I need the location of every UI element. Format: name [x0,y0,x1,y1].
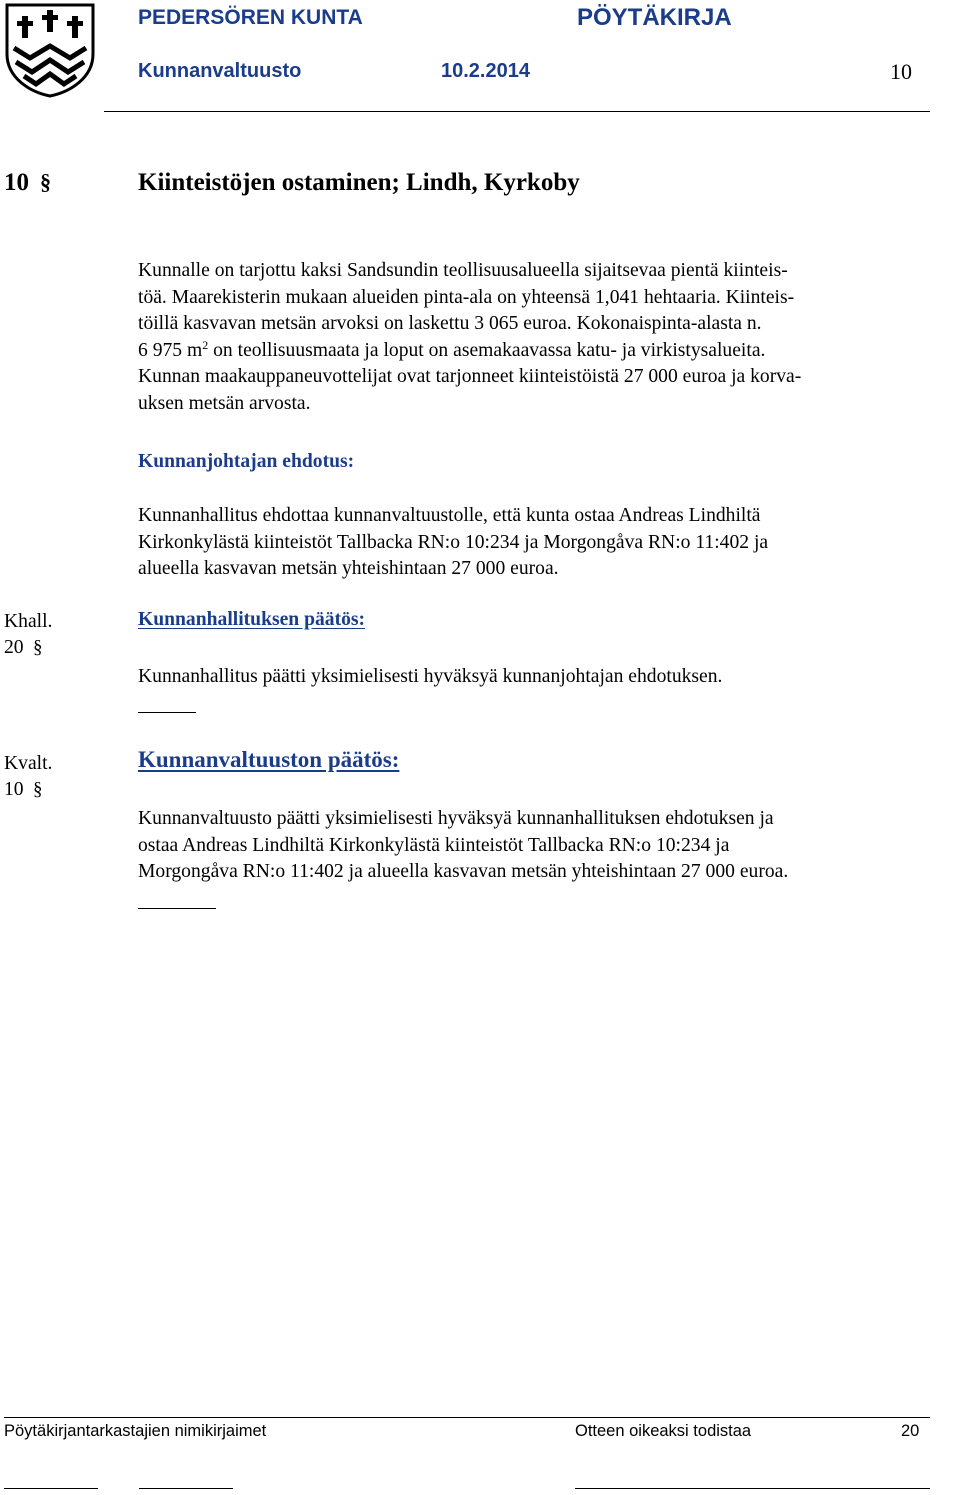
footer-rule [4,1417,930,1418]
svg-text:§: § [32,637,43,657]
certification-line [575,1488,930,1489]
svg-text:§: § [40,170,51,194]
header-rule [104,111,930,112]
board-margin-number: 20 § [4,637,43,658]
section-sign-icon [39,170,53,194]
footer-signatures-label: Pöytäkirjantarkastajien nimikirjaimet [4,1422,267,1440]
intro-area-line: 6 975 $m^2$ on teollisuusmaata ja loput on asemakaavassa katu- ja virkistysalueita. [138,337,766,361]
section-sign-icon [32,637,44,657]
council-line: Morgongåva RN:o 11:402 ja alueella kasvavan metsän yhteishintaan 27 000 euroa. [138,861,789,882]
header-page-number: 10 [890,59,912,84]
footer-page-number: 20 [901,1422,920,1440]
board-paragraph [138,664,928,691]
board-end-rule [138,712,196,713]
proposal-line: alueella kasvavan metsän yhteishintaan 27 000 euroa. [138,558,559,579]
intro-line: uksen metsän arvosta. [138,392,311,414]
footer-certified-label: Otteen oikeaksi todistaa [575,1422,752,1440]
council-line: Kunnanvaltuusto päätti yksimielisesti hyväksyä kunnanhallituksen ehdotuksen ja [138,808,774,829]
proposal-line: Kunnanhallitus ehdottaa kunnanvaltuustolle, että kunta ostaa Andreas Lindhiltä [138,505,761,526]
proposal-heading: Kunnanjohtajan ehdotus: [138,451,355,472]
council-end-rule [138,908,216,909]
intro-line: töillä kasvavan metsän arvoksi on laskettu 3 065 euroa. Kokonaispinta-alasta n. [138,313,762,334]
municipality-name: PEDERSÖREN KUNTA [138,6,363,29]
board-heading: Kunnanhallituksen päätös: [138,609,366,630]
council-margin-number: 10 § [4,779,43,800]
section-number: 10 § [4,169,51,196]
meeting-date: 10.2.2014 [441,60,530,82]
svg-text:§: § [32,779,43,799]
council-line: ostaa Andreas Lindhiltä Kirkonkylästä kiinteistöt Tallbacka RN:o 10:234 ja [138,834,730,856]
signature-line-1 [4,1488,98,1489]
council-paragraph [138,806,928,886]
proposal-line: Kirkonkylästä kiinteistöt Tallbacka RN:o 10:234 ja Morgongåva RN:o 11:402 ja [138,531,769,553]
document-type: PÖYTÄKIRJA [577,4,732,31]
intro-line: töä. Maarekisterin mukaan alueiden pinta-ala on yhteensä 1,041 hehtaaria. Kiinteis- [138,286,795,308]
section-sign-icon [32,779,44,799]
intro-paragraph [138,258,928,417]
signature-line-2 [139,1488,233,1489]
board-margin-label: Khall. [4,611,53,632]
municipality-crest-icon [4,2,96,98]
board-decision-text: Kunnanhallitus päätti yksimielisesti hyväksyä kunnanjohtajan ehdotuksen. [138,666,723,687]
council-margin-label: Kvalt. [4,753,53,774]
section-title: Kiinteistöjen ostaminen; Lindh, Kyrkoby [138,169,580,196]
intro-line: Kunnan maakauppaneuvottelijat ovat tarjonneet kiinteistöistä 27 000 euroa ja korva- [138,366,802,387]
proposal-paragraph [138,503,928,583]
governing-body: Kunnanvaltuusto [138,60,302,82]
council-heading: Kunnanvaltuuston päätös: [138,747,400,772]
intro-line: Kunnalle on tarjottu kaksi Sandsundin teollisuusalueella sijaitsevaa pientä kiinteis- [138,260,788,281]
